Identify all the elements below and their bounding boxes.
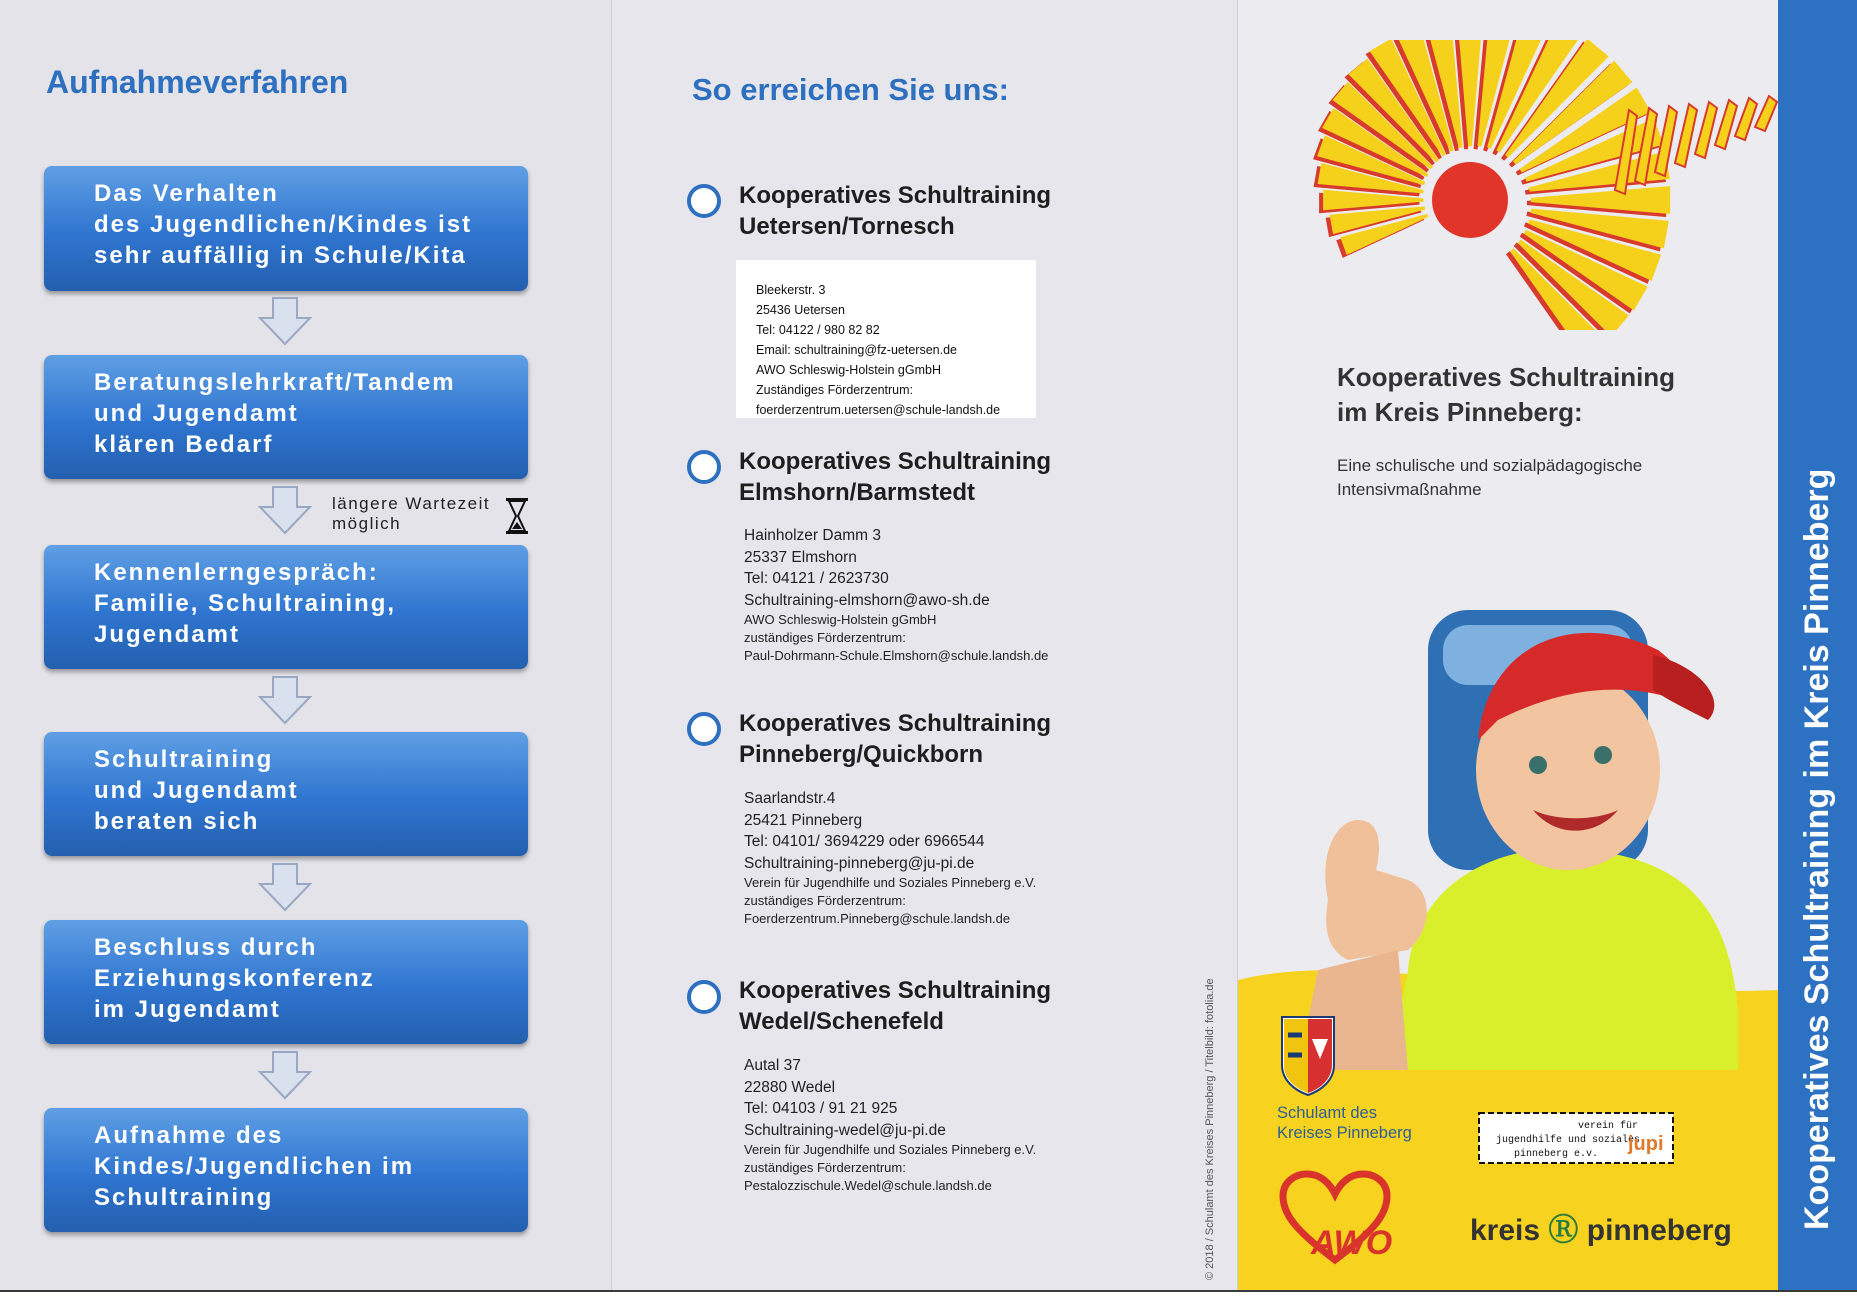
down-arrow-icon: [258, 296, 312, 346]
address-line: 25421 Pinneberg: [744, 811, 863, 829]
address-line: zuständiges Förderzentrum:: [744, 893, 906, 908]
address-line: zuständiges Förderzentrum:: [744, 1160, 906, 1175]
hourglass-icon: [506, 498, 528, 534]
step-line: und Jugendamt: [94, 777, 299, 804]
panel-title-contact: So erreichen Sie uns:: [692, 72, 1009, 107]
step-line: des Jugendlichen/Kindes ist: [94, 211, 473, 238]
schulamt-line: Kreises Pinneberg: [1277, 1124, 1412, 1142]
location-title-pinneberg: [739, 708, 1051, 770]
sun-swirl-logo: [1285, 40, 1785, 330]
location-title-wedel: [739, 975, 1051, 1037]
schulamt-logo-text: [1277, 1103, 1412, 1143]
address-line: AWO Schleswig-Holstein gGmbH: [756, 363, 942, 377]
address-line: Tel: 04103 / 91 21 925: [744, 1100, 898, 1117]
step-line: Jugendamt: [94, 621, 241, 648]
address-line: Zuständiges Förderzentrum:: [756, 383, 914, 397]
address-pinneberg: [744, 788, 1036, 928]
wait-line: längere Wartezeit: [332, 494, 491, 513]
location-title-line: Elmshorn/Barmstedt: [739, 479, 976, 506]
address-wedel: [744, 1055, 1036, 1195]
address-line: Verein für Jugendhilfe und Soziales Pinneberg e.V.: [744, 1142, 1037, 1157]
schulamt-line: Schulamt des: [1277, 1104, 1377, 1122]
cover-subtitle: [1337, 454, 1642, 502]
address-line: Verein für Jugendhilfe und Soziales Pinneberg e.V.: [744, 875, 1037, 890]
awo-logo-text: AWO: [1311, 1224, 1393, 1262]
process-step-5: [44, 920, 528, 1044]
down-arrow-icon: [258, 1050, 312, 1100]
cover-subtitle-line: Eine schulische und sozialpädagogische: [1337, 456, 1643, 475]
process-step-4: [44, 732, 528, 856]
address-line: Email: schultraining@fz-uetersen.de: [756, 343, 957, 357]
address-line: Pestalozzischule.Wedel@schule.landsh.de: [744, 1178, 992, 1193]
process-step-1: [44, 166, 528, 291]
verein-logo-line: pinneberg e.v.: [1514, 1149, 1599, 1160]
waiting-time-note: [332, 494, 490, 534]
location-title-line: Pinneberg/Quickborn: [739, 741, 984, 768]
location-title-line: Wedel/Schenefeld: [739, 1008, 944, 1035]
address-line: 25436 Uetersen: [756, 303, 845, 317]
address-line: Tel: 04101/ 3694229 oder 6966544: [744, 833, 985, 850]
vertical-title: Kooperatives Schultraining im Kreis Pinneberg: [1798, 468, 1836, 1230]
kreis-logo-right: pinneberg: [1586, 1214, 1732, 1247]
address-line: Bleekerstr. 3: [756, 283, 826, 297]
wait-line: möglich: [332, 514, 402, 533]
process-step-2: [44, 355, 528, 479]
step-line: klären Bedarf: [94, 431, 274, 458]
step-line: Beratungslehrkraft/Tandem: [94, 369, 456, 396]
kreis-logo-mark-icon: Ⓡ: [1548, 1214, 1579, 1247]
cover-title-line: Kooperatives Schultraining: [1337, 362, 1676, 392]
location-title-line: Kooperatives Schultraining: [739, 977, 1052, 1004]
step-line: Aufnahme des: [94, 1122, 284, 1149]
kreis-logo-left: kreis: [1470, 1214, 1541, 1247]
down-arrow-icon: [258, 675, 312, 725]
address-line: foerderzentrum.uetersen@schule-landsh.de: [756, 403, 1001, 417]
step-line: Kindes/Jugendlichen im: [94, 1153, 415, 1180]
sun-tail-ray: [1675, 104, 1697, 167]
address-line: Foerderzentrum.Pinneberg@schule.landsh.de: [744, 911, 1011, 926]
address-line: 22880 Wedel: [744, 1078, 836, 1096]
boy-thumbs-up-photo: [1258, 570, 1778, 1070]
location-title-line: Kooperatives Schultraining: [739, 448, 1052, 475]
address-elmshorn: [744, 525, 1048, 665]
step-line: Kennenlerngespräch:: [94, 559, 379, 586]
panel-title-admission: Aufnahmeverfahren: [46, 64, 349, 100]
verein-logo-line: verein für: [1578, 1121, 1639, 1132]
step-line: beraten sich: [94, 808, 260, 835]
verein-logo-line: jugendhilfe und soziales: [1496, 1135, 1641, 1146]
location-title-uetersen: [739, 180, 1051, 242]
address-line: Autal 37: [744, 1057, 801, 1074]
sun-tail-ray: [1715, 100, 1737, 149]
address-line: zuständiges Förderzentrum:: [744, 630, 906, 645]
location-title-elmshorn: [739, 446, 1051, 508]
kreis-pinneberg-logo: [1470, 1205, 1732, 1249]
location-marker-icon: [687, 184, 721, 218]
step-line: Beschluss durch: [94, 934, 318, 961]
address-line: Saarlandstr.4: [744, 790, 836, 807]
location-title-line: Kooperatives Schultraining: [739, 710, 1052, 737]
down-arrow-icon: [258, 485, 312, 535]
location-marker-icon: [687, 450, 721, 484]
verein-jugendhilfe-logo: [1478, 1112, 1674, 1164]
address-line: Paul-Dohrmann-Schule.Elmshorn@schule.landsh.de: [744, 648, 1049, 663]
address-line: 25337 Elmshorn: [744, 548, 857, 566]
sun-tail-ray: [1735, 98, 1757, 140]
address-line: Schultraining-elmshorn@awo-sh.de: [744, 591, 990, 609]
sun-tail-ray: [1755, 96, 1777, 131]
sun-tail-ray: [1695, 102, 1717, 158]
address-line: Schultraining-pinneberg@ju-pi.de: [744, 854, 975, 872]
step-line: Familie, Schultraining,: [94, 590, 397, 617]
process-step-6: [44, 1108, 528, 1232]
schleswig-holstein-crest: [1280, 1015, 1336, 1097]
location-title-line: Uetersen/Tornesch: [739, 213, 955, 240]
copyright-note: © 2018 / Schulamt des Kreises Pinneberg / Titelbild: fotolia.de: [1204, 978, 1216, 1280]
address-line: Hainholzer Damm 3: [744, 527, 881, 544]
step-line: Erziehungskonferenz: [94, 965, 375, 992]
step-line: und Jugendamt: [94, 400, 299, 427]
location-marker-icon: [687, 980, 721, 1014]
cover-title-line: im Kreis Pinneberg:: [1337, 397, 1583, 427]
verein-logo-mark: jupi: [1628, 1133, 1664, 1155]
step-line: Das Verhalten: [94, 180, 279, 207]
sun-center: [1432, 162, 1508, 238]
cover-title: [1337, 360, 1675, 430]
address-label-uetersen: [736, 260, 1036, 418]
address-line: Tel: 04121 / 2623730: [744, 570, 889, 587]
location-marker-icon: [687, 712, 721, 746]
awo-logo: [1275, 1168, 1395, 1268]
cover-subtitle-line: Intensivmaßnahme: [1337, 480, 1482, 499]
process-step-3: [44, 545, 528, 669]
step-line: Schultraining: [94, 1184, 274, 1211]
address-line: Tel: 04122 / 980 82 82: [756, 323, 880, 337]
location-title-line: Kooperatives Schultraining: [739, 182, 1052, 209]
down-arrow-icon: [258, 862, 312, 912]
step-line: im Jugendamt: [94, 996, 281, 1023]
address-line: Schultraining-wedel@ju-pi.de: [744, 1121, 946, 1139]
step-line: sehr auffällig in Schule/Kita: [94, 242, 467, 269]
step-line: Schultraining: [94, 746, 274, 773]
address-line: AWO Schleswig-Holstein gGmbH: [744, 612, 937, 627]
